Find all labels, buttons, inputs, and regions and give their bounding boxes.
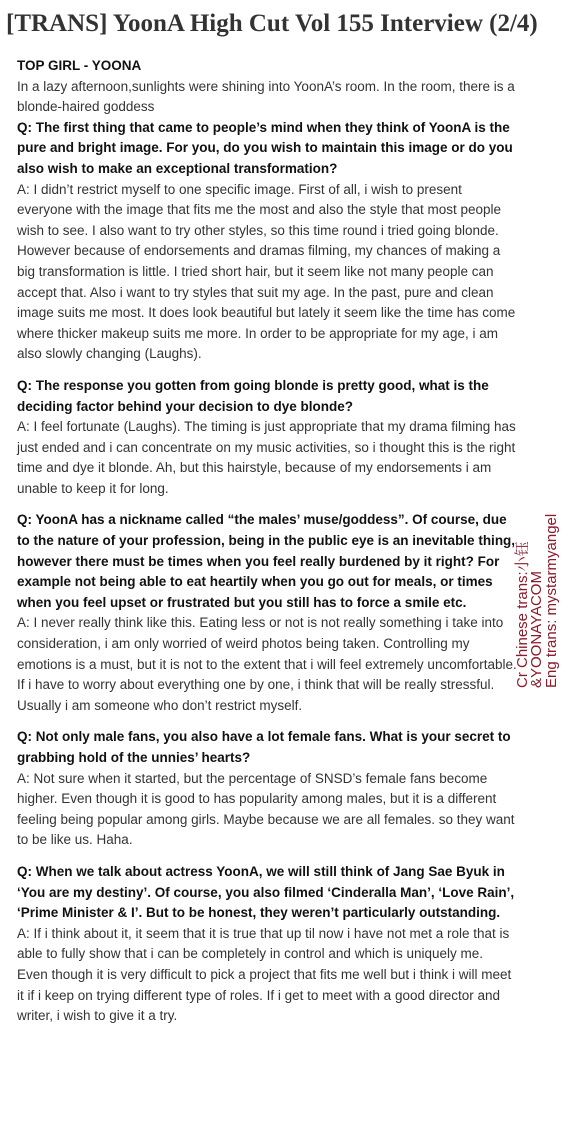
article-title: [TRANS] YoonA High Cut Vol 155 Interview (2/4) — [6, 10, 538, 37]
qa-block-5 — [17, 862, 517, 1027]
intro-text: In a lazy afternoon,sunlights were shining into YoonA’s room. In the room, there is a blonde-haired goddess — [17, 78, 515, 115]
question-text: Q: When we talk about actress YoonA, we will still think of Jang Sae Byuk in ‘You are my destiny’. Of course, you also filmed ‘Cinderalla Man’, ‘Love Rain’, ‘Prime Minister & I’. But to be honest, they weren’t particularly outstanding. — [17, 863, 515, 921]
question-text: Q: The response you gotten from going blonde is pretty good, what is the deciding factor behind your decision to dye blonde? — [17, 377, 489, 414]
answer-text: A: Not sure when it started, but the percentage of SNSD’s female fans become higher. Even though it is good to has popularity among males, but it is a different feeling being popular among girls. Maybe because we are all females. so they want to be like us. Haha. — [17, 770, 515, 848]
qa-block-4 — [17, 727, 517, 851]
question-text: Q: Not only male fans, you also have a lot female fans. What is your secret to grabbing hold of the unnies’ hearts? — [17, 729, 511, 765]
credit-yoonayacom: &YOONAYACOM — [528, 571, 545, 688]
qa-block-1 — [17, 118, 517, 365]
section-header: TOP GIRL - YOONA — [17, 58, 142, 73]
answer-text: A: I never really think like this. Eating less or not is not really something i take into consideration, i am only worried of weird photos being taken. Controlling my emotions is a must, but it is not to the extent that i will feel extremely uncomfortable. If i have to worry about everything one by one, i think that will be really stressful. Usually i am someone who don’t restrict myself. — [17, 615, 517, 713]
answer-text: A: I feel fortunate (Laughs). The timing is just appropriate that my drama filming has just ended and i can concentrate on my music activities, so i thought this is the right time and dye it blonde. Ah, but this hairstyle, because of my endorsements i am unable to keep it for long. — [17, 419, 516, 496]
credit-text-vertical — [513, 470, 561, 696]
question-text: Q: The first thing that came to people’s mind when they think of YoonA is the pure and bright image. For you, do you wish to maintain this image or do you also wish to make an exceptional transformation? — [17, 119, 513, 176]
translator-credit — [513, 470, 561, 696]
credit-chinese-trans: Cr Chinese trans:小钰 — [514, 541, 531, 688]
answer-text: A: I didn’t restrict myself to one specific image. First of all, i wish to present everyone with the image that fits me the most and also the style that most people wish to see. I also want to try other styles, so this time round i tried going blonde. However because of endorsements and dramas filming, my chances of making a big transformation is little. I tried short hair, but it seem like not many people can accept that. Also i want to try styles that suit my age. In the past, pure and clean image suits me most. It does look beautiful but lately it seem like the time has come where thicker makeup suits me more. In order to be appropriate for my age, i am also slowly changing (Laughs). — [17, 181, 516, 362]
qa-block-2 — [17, 376, 517, 500]
question-text: Q: YoonA has a nickname called “the males’ muse/goddess”. Of course, due to the nature of your profession, being in the public eye is an inevitable thing, however there must be times when you feel really burdened by it right? For example not being able to eat heartily when you go out for meals, or times when you feel upset or frustrated but you still has to force a smile etc. — [17, 512, 516, 610]
credit-eng-trans: Eng trans: mystarmyangel — [543, 513, 560, 688]
answer-text: A: If i think about it, it seem that it is true that up til now i have not met a role that is able to fully show that i can be completely in control and which is uniquely me. Even though it is very difficult to pick a project that fits me well but i think i will meet it if i keep on trying different type of roles. If i get to meet with a good director and writer, i wish to give it a try. — [17, 925, 512, 1024]
article-body — [17, 56, 517, 1027]
qa-block-3 — [17, 510, 517, 716]
